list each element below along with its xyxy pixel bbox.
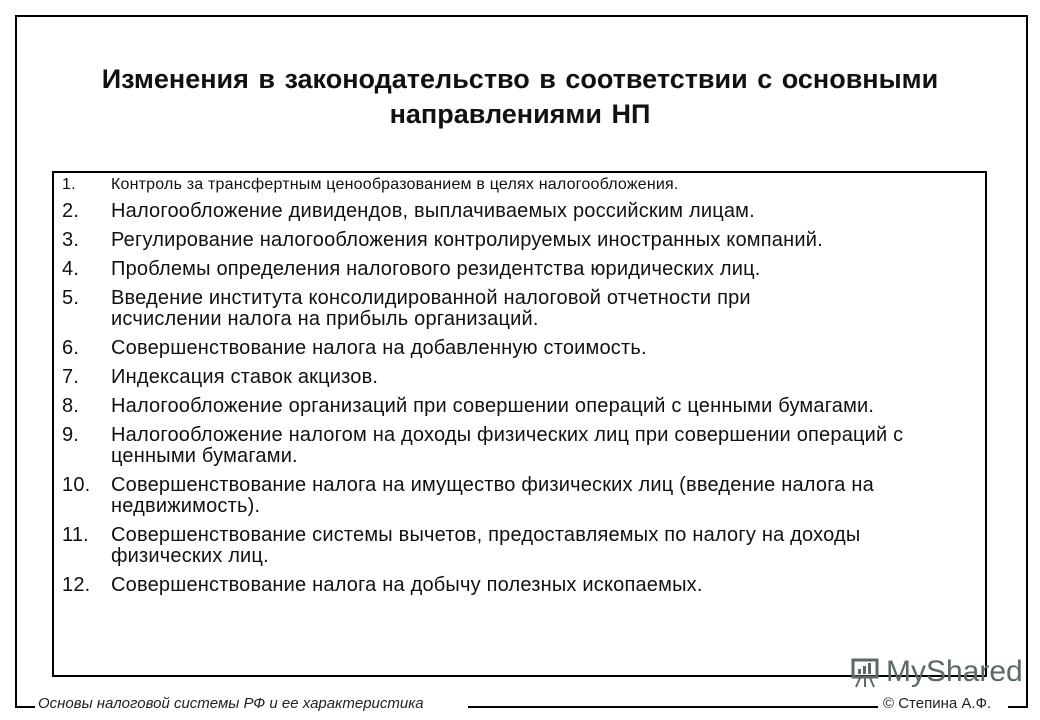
- footer-course-title: Основы налоговой системы РФ и ее характеристика: [38, 695, 424, 712]
- item-number: 8.: [62, 395, 80, 417]
- item-text: Налогообложение налогом на доходы физических лиц при совершении операций с ценными бумагами.: [111, 424, 904, 467]
- watermark-label: MyShared: [886, 655, 1023, 688]
- item-number: 4.: [62, 258, 80, 280]
- item-number: 6.: [62, 337, 80, 359]
- item-text: Налогообложение дивидендов, выплачиваемых российским лицам.: [111, 200, 755, 222]
- list-item: [62, 230, 982, 251]
- list-item: [62, 425, 982, 467]
- item-number: 1.: [62, 176, 76, 193]
- frame-top-border: [15, 15, 1028, 17]
- list-item: [62, 396, 982, 417]
- directions-list: [62, 172, 982, 604]
- list-item: [62, 575, 982, 596]
- item-text: Совершенствование системы вычетов, предоставляемых по налогу на доходы физических лиц.: [111, 524, 861, 567]
- list-item: [62, 367, 982, 388]
- item-text: Индексация ставок акцизов.: [111, 366, 379, 388]
- slide-title: Изменения в законодательство в соответствии с основными направлениями НП: [101, 64, 939, 129]
- item-number: 5.: [62, 287, 80, 309]
- myshared-watermark: [848, 655, 1023, 689]
- item-text: Контроль за трансфертным ценообразованием в целях налогообложения.: [111, 176, 679, 193]
- footer-rule-left: [15, 706, 35, 708]
- list-item: [62, 259, 982, 280]
- item-text: Введение института консолидированной налоговой отчетности при исчислении налога на прибыль организаций.: [111, 287, 751, 330]
- frame-left-border: [15, 15, 17, 708]
- footer-rule-middle: [468, 706, 878, 708]
- item-number: 7.: [62, 366, 80, 388]
- item-text: Совершенствование налога на добычу полезных ископаемых.: [111, 574, 703, 596]
- list-item: [62, 201, 982, 222]
- item-text: Налогообложение организаций при совершении операций с ценными бумагами.: [111, 395, 875, 417]
- item-number: 11.: [62, 524, 89, 546]
- item-number: 10.: [62, 474, 91, 496]
- presentation-board-icon: [848, 655, 882, 689]
- item-number: 3.: [62, 229, 80, 251]
- footer-rule-right: [1008, 706, 1028, 708]
- list-item: [62, 338, 982, 359]
- list-item: [62, 525, 982, 567]
- list-item: [62, 172, 982, 195]
- item-number: 2.: [62, 200, 80, 222]
- item-text: Совершенствование налога на добавленную стоимость.: [111, 337, 647, 359]
- item-number: 12.: [62, 574, 91, 596]
- item-text: Регулирование налогообложения контролируемых иностранных компаний.: [111, 229, 823, 251]
- list-item: [62, 288, 982, 330]
- footer-author: © Степина А.Ф.: [883, 695, 992, 712]
- list-item: [62, 475, 982, 517]
- item-text: Проблемы определения налогового резидентства юридических лиц.: [111, 258, 761, 280]
- item-text: Совершенствование налога на имущество физических лиц (введение налога на недвижимость).: [111, 474, 874, 517]
- frame-right-border: [1026, 15, 1028, 708]
- item-number: 9.: [62, 424, 80, 446]
